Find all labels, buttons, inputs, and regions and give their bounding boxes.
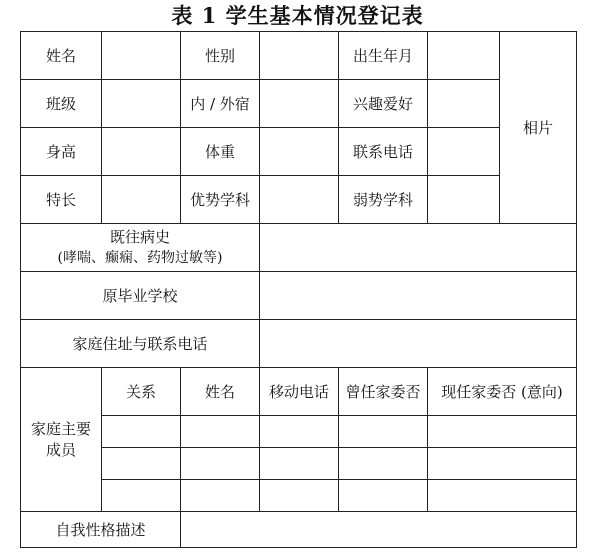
personality-field[interactable] (181, 512, 577, 548)
family-cell[interactable] (428, 448, 577, 480)
family-header-name: 姓名 (181, 368, 260, 416)
family-cell[interactable] (260, 448, 339, 480)
table-row (21, 480, 577, 512)
residence-label: 内 / 外宿 (181, 80, 260, 128)
table-row (21, 32, 577, 80)
medical-history-label (21, 224, 260, 272)
birth-field[interactable] (428, 32, 500, 80)
form-title: 表 1 学生基本情况登记表 (171, 3, 424, 28)
family-cell[interactable] (260, 480, 339, 512)
family-cell[interactable] (181, 448, 260, 480)
table-row (21, 176, 577, 224)
family-cell[interactable] (339, 480, 428, 512)
medical-history-title: 既往病史 (109, 227, 170, 246)
family-header-current-committee: 现任家委否 (意向) (428, 368, 577, 416)
family-cell[interactable] (181, 480, 260, 512)
personality-label: 自我性格描述 (21, 512, 181, 548)
name-field[interactable] (102, 32, 181, 80)
family-cell[interactable] (339, 416, 428, 448)
table-row (21, 128, 577, 176)
table-row (21, 224, 577, 272)
name-label: 姓名 (21, 32, 102, 80)
table-row (21, 80, 577, 128)
residence-field[interactable] (260, 80, 339, 128)
address-field[interactable] (260, 320, 577, 368)
family-cell[interactable] (428, 480, 577, 512)
phone-field[interactable] (428, 128, 500, 176)
specialty-field[interactable] (102, 176, 181, 224)
photo-box[interactable]: 相片 (500, 32, 577, 224)
family-members-label-line1: 家庭主要 (30, 419, 91, 438)
gender-label: 性别 (181, 32, 260, 80)
phone-label: 联系电话 (339, 128, 428, 176)
strong-subject-field[interactable] (260, 176, 339, 224)
address-label: 家庭住址与联系电话 (21, 320, 260, 368)
weak-subject-field[interactable] (428, 176, 500, 224)
specialty-label: 特长 (21, 176, 102, 224)
family-members-label (21, 368, 102, 512)
family-cell[interactable] (260, 416, 339, 448)
family-header-relation: 关系 (102, 368, 181, 416)
hobby-field[interactable] (428, 80, 500, 128)
family-header-mobile: 移动电话 (260, 368, 339, 416)
previous-school-label: 原毕业学校 (21, 272, 260, 320)
family-members-label-line2: 成员 (45, 440, 76, 459)
family-cell[interactable] (428, 416, 577, 448)
student-registration-table (20, 31, 577, 548)
table-row (21, 416, 577, 448)
previous-school-field[interactable] (260, 272, 577, 320)
family-cell[interactable] (339, 448, 428, 480)
family-cell[interactable] (102, 480, 181, 512)
medical-history-field[interactable] (260, 224, 577, 272)
weight-label: 体重 (181, 128, 260, 176)
table-row (21, 448, 577, 480)
strong-subject-label: 优势学科 (181, 176, 260, 224)
weak-subject-label: 弱势学科 (339, 176, 428, 224)
class-label: 班级 (21, 80, 102, 128)
hobby-label: 兴趣爱好 (339, 80, 428, 128)
weight-field[interactable] (260, 128, 339, 176)
table-row (21, 368, 577, 416)
table-row (21, 320, 577, 368)
height-field[interactable] (102, 128, 181, 176)
class-field[interactable] (102, 80, 181, 128)
family-cell[interactable] (102, 448, 181, 480)
birth-label: 出生年月 (339, 32, 428, 80)
height-label: 身高 (21, 128, 102, 176)
table-row (21, 512, 577, 548)
medical-history-examples: (哮喘、癫痫、药物过敏等) (57, 249, 223, 266)
family-cell[interactable] (102, 416, 181, 448)
family-cell[interactable] (181, 416, 260, 448)
table-row (21, 272, 577, 320)
family-header-former-committee: 曾任家委否 (339, 368, 428, 416)
gender-field[interactable] (260, 32, 339, 80)
